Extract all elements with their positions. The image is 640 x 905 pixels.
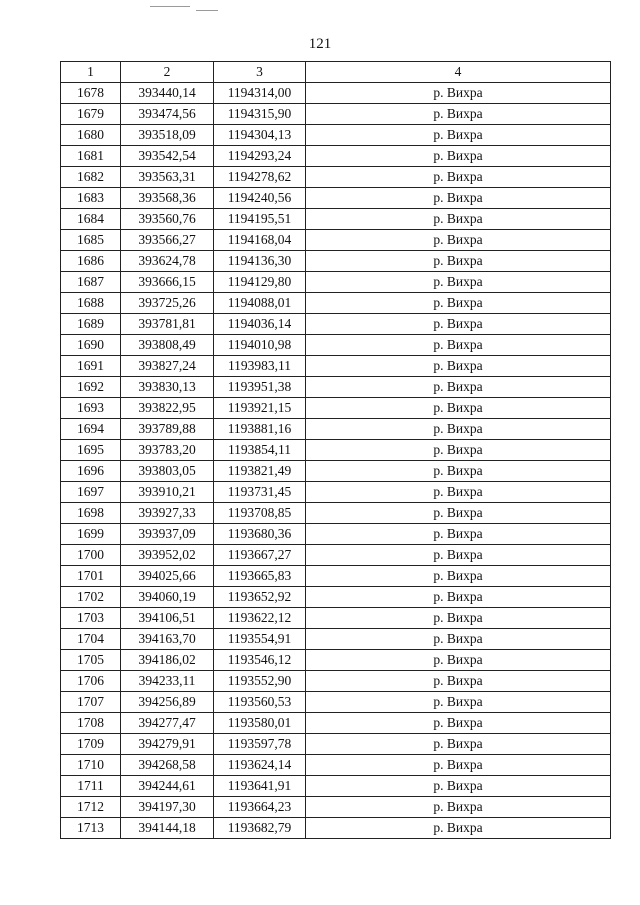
x-coordinate-cell: 394106,51 xyxy=(121,608,214,629)
point-number-cell: 1699 xyxy=(61,524,121,545)
description-cell: р. Вихра xyxy=(306,230,611,251)
point-number-cell: 1712 xyxy=(61,797,121,818)
point-number-cell: 1684 xyxy=(61,209,121,230)
x-coordinate-cell: 394277,47 xyxy=(121,713,214,734)
point-number-cell: 1694 xyxy=(61,419,121,440)
point-number-cell: 1708 xyxy=(61,713,121,734)
header-col-4: 4 xyxy=(306,62,611,83)
table-row xyxy=(61,503,611,524)
scan-artifact xyxy=(150,6,190,7)
y-coordinate-cell: 1194240,56 xyxy=(214,188,306,209)
x-coordinate-cell: 394060,19 xyxy=(121,587,214,608)
x-coordinate-cell: 393568,36 xyxy=(121,188,214,209)
x-coordinate-cell: 394025,66 xyxy=(121,566,214,587)
description-cell: р. Вихра xyxy=(306,566,611,587)
y-coordinate-cell: 1193921,15 xyxy=(214,398,306,419)
description-cell: р. Вихра xyxy=(306,125,611,146)
point-number-cell: 1711 xyxy=(61,776,121,797)
table-row xyxy=(61,734,611,755)
point-number-cell: 1713 xyxy=(61,818,121,839)
point-number-cell: 1688 xyxy=(61,293,121,314)
x-coordinate-cell: 393781,81 xyxy=(121,314,214,335)
point-number-cell: 1693 xyxy=(61,398,121,419)
description-cell: р. Вихра xyxy=(306,251,611,272)
y-coordinate-cell: 1194010,98 xyxy=(214,335,306,356)
y-coordinate-cell: 1193951,38 xyxy=(214,377,306,398)
description-cell: р. Вихра xyxy=(306,272,611,293)
table-row xyxy=(61,692,611,713)
y-coordinate-cell: 1193664,23 xyxy=(214,797,306,818)
description-cell: р. Вихра xyxy=(306,545,611,566)
x-coordinate-cell: 393474,56 xyxy=(121,104,214,125)
y-coordinate-cell: 1194314,00 xyxy=(214,83,306,104)
description-cell: р. Вихра xyxy=(306,188,611,209)
y-coordinate-cell: 1194278,62 xyxy=(214,167,306,188)
point-number-cell: 1702 xyxy=(61,587,121,608)
description-cell: р. Вихра xyxy=(306,713,611,734)
description-cell: р. Вихра xyxy=(306,356,611,377)
x-coordinate-cell: 393666,15 xyxy=(121,272,214,293)
point-number-cell: 1679 xyxy=(61,104,121,125)
table-row xyxy=(61,713,611,734)
x-coordinate-cell: 393910,21 xyxy=(121,482,214,503)
table-row xyxy=(61,251,611,272)
point-number-cell: 1710 xyxy=(61,755,121,776)
y-coordinate-cell: 1193821,49 xyxy=(214,461,306,482)
y-coordinate-cell: 1193546,12 xyxy=(214,650,306,671)
x-coordinate-cell: 394244,61 xyxy=(121,776,214,797)
y-coordinate-cell: 1193580,01 xyxy=(214,713,306,734)
description-cell: р. Вихра xyxy=(306,692,611,713)
description-cell: р. Вихра xyxy=(306,776,611,797)
table-row xyxy=(61,83,611,104)
table-row xyxy=(61,461,611,482)
table-row xyxy=(61,209,611,230)
table-row xyxy=(61,818,611,839)
description-cell: р. Вихра xyxy=(306,314,611,335)
description-cell: р. Вихра xyxy=(306,83,611,104)
table-row xyxy=(61,335,611,356)
y-coordinate-cell: 1193552,90 xyxy=(214,671,306,692)
y-coordinate-cell: 1193881,16 xyxy=(214,419,306,440)
y-coordinate-cell: 1193641,91 xyxy=(214,776,306,797)
y-coordinate-cell: 1194036,14 xyxy=(214,314,306,335)
y-coordinate-cell: 1194136,30 xyxy=(214,251,306,272)
header-col-3: 3 xyxy=(214,62,306,83)
point-number-cell: 1700 xyxy=(61,545,121,566)
point-number-cell: 1686 xyxy=(61,251,121,272)
y-coordinate-cell: 1193622,12 xyxy=(214,608,306,629)
point-number-cell: 1705 xyxy=(61,650,121,671)
description-cell: р. Вихра xyxy=(306,734,611,755)
description-cell: р. Вихра xyxy=(306,650,611,671)
x-coordinate-cell: 393725,26 xyxy=(121,293,214,314)
x-coordinate-cell: 394256,89 xyxy=(121,692,214,713)
y-coordinate-cell: 1193682,79 xyxy=(214,818,306,839)
description-cell: р. Вихра xyxy=(306,419,611,440)
y-coordinate-cell: 1194315,90 xyxy=(214,104,306,125)
x-coordinate-cell: 394163,70 xyxy=(121,629,214,650)
header-row xyxy=(61,62,611,83)
table-row xyxy=(61,776,611,797)
point-number-cell: 1683 xyxy=(61,188,121,209)
y-coordinate-cell: 1193731,45 xyxy=(214,482,306,503)
point-number-cell: 1687 xyxy=(61,272,121,293)
point-number-cell: 1689 xyxy=(61,314,121,335)
y-coordinate-cell: 1194088,01 xyxy=(214,293,306,314)
y-coordinate-cell: 1193597,78 xyxy=(214,734,306,755)
description-cell: р. Вихра xyxy=(306,587,611,608)
table-row xyxy=(61,587,611,608)
x-coordinate-cell: 394186,02 xyxy=(121,650,214,671)
header-col-2: 2 xyxy=(121,62,214,83)
table-header xyxy=(61,62,611,83)
description-cell: р. Вихра xyxy=(306,755,611,776)
description-cell: р. Вихра xyxy=(306,398,611,419)
point-number-cell: 1680 xyxy=(61,125,121,146)
x-coordinate-cell: 393783,20 xyxy=(121,440,214,461)
description-cell: р. Вихра xyxy=(306,524,611,545)
table-row xyxy=(61,440,611,461)
table-row xyxy=(61,524,611,545)
description-cell: р. Вихра xyxy=(306,146,611,167)
y-coordinate-cell: 1193854,11 xyxy=(214,440,306,461)
description-cell: р. Вихра xyxy=(306,209,611,230)
y-coordinate-cell: 1193652,92 xyxy=(214,587,306,608)
description-cell: р. Вихра xyxy=(306,440,611,461)
y-coordinate-cell: 1193667,27 xyxy=(214,545,306,566)
table-row xyxy=(61,293,611,314)
table-body xyxy=(61,83,611,839)
point-number-cell: 1704 xyxy=(61,629,121,650)
table-row xyxy=(61,314,611,335)
y-coordinate-cell: 1193560,53 xyxy=(214,692,306,713)
description-cell: р. Вихра xyxy=(306,335,611,356)
table-row xyxy=(61,755,611,776)
y-coordinate-cell: 1194304,13 xyxy=(214,125,306,146)
y-coordinate-cell: 1194293,24 xyxy=(214,146,306,167)
x-coordinate-cell: 393952,02 xyxy=(121,545,214,566)
x-coordinate-cell: 393937,09 xyxy=(121,524,214,545)
y-coordinate-cell: 1193983,11 xyxy=(214,356,306,377)
table-row xyxy=(61,167,611,188)
x-coordinate-cell: 394144,18 xyxy=(121,818,214,839)
x-coordinate-cell: 393830,13 xyxy=(121,377,214,398)
y-coordinate-cell: 1193708,85 xyxy=(214,503,306,524)
description-cell: р. Вихра xyxy=(306,818,611,839)
x-coordinate-cell: 393440,14 xyxy=(121,83,214,104)
point-number-cell: 1698 xyxy=(61,503,121,524)
x-coordinate-cell: 394233,11 xyxy=(121,671,214,692)
table-row xyxy=(61,608,611,629)
description-cell: р. Вихра xyxy=(306,797,611,818)
x-coordinate-cell: 393827,24 xyxy=(121,356,214,377)
point-number-cell: 1709 xyxy=(61,734,121,755)
table-row xyxy=(61,272,611,293)
description-cell: р. Вихра xyxy=(306,293,611,314)
point-number-cell: 1690 xyxy=(61,335,121,356)
y-coordinate-cell: 1193624,14 xyxy=(214,755,306,776)
y-coordinate-cell: 1194195,51 xyxy=(214,209,306,230)
x-coordinate-cell: 393808,49 xyxy=(121,335,214,356)
table-row xyxy=(61,188,611,209)
table-row xyxy=(61,545,611,566)
x-coordinate-cell: 393624,78 xyxy=(121,251,214,272)
table-row xyxy=(61,125,611,146)
table-row xyxy=(61,104,611,125)
coordinates-table xyxy=(60,61,611,839)
table-row xyxy=(61,419,611,440)
x-coordinate-cell: 393822,95 xyxy=(121,398,214,419)
table-row xyxy=(61,377,611,398)
x-coordinate-cell: 393563,31 xyxy=(121,167,214,188)
description-cell: р. Вихра xyxy=(306,671,611,692)
description-cell: р. Вихра xyxy=(306,482,611,503)
page-number: 121 xyxy=(308,36,332,52)
point-number-cell: 1696 xyxy=(61,461,121,482)
point-number-cell: 1678 xyxy=(61,83,121,104)
table-row xyxy=(61,398,611,419)
y-coordinate-cell: 1194129,80 xyxy=(214,272,306,293)
table-row xyxy=(61,629,611,650)
table-row xyxy=(61,482,611,503)
point-number-cell: 1697 xyxy=(61,482,121,503)
point-number-cell: 1681 xyxy=(61,146,121,167)
table-row xyxy=(61,671,611,692)
table-row xyxy=(61,797,611,818)
y-coordinate-cell: 1193665,83 xyxy=(214,566,306,587)
x-coordinate-cell: 394268,58 xyxy=(121,755,214,776)
description-cell: р. Вихра xyxy=(306,503,611,524)
header-col-1: 1 xyxy=(61,62,121,83)
x-coordinate-cell: 394279,91 xyxy=(121,734,214,755)
description-cell: р. Вихра xyxy=(306,377,611,398)
point-number-cell: 1701 xyxy=(61,566,121,587)
description-cell: р. Вихра xyxy=(306,104,611,125)
description-cell: р. Вихра xyxy=(306,461,611,482)
x-coordinate-cell: 393566,27 xyxy=(121,230,214,251)
x-coordinate-cell: 393542,54 xyxy=(121,146,214,167)
table-row xyxy=(61,566,611,587)
description-cell: р. Вихра xyxy=(306,608,611,629)
table-row xyxy=(61,356,611,377)
table-row xyxy=(61,650,611,671)
point-number-cell: 1707 xyxy=(61,692,121,713)
point-number-cell: 1682 xyxy=(61,167,121,188)
point-number-cell: 1695 xyxy=(61,440,121,461)
point-number-cell: 1691 xyxy=(61,356,121,377)
table-row xyxy=(61,146,611,167)
point-number-cell: 1685 xyxy=(61,230,121,251)
y-coordinate-cell: 1193554,91 xyxy=(214,629,306,650)
table-row xyxy=(61,230,611,251)
x-coordinate-cell: 394197,30 xyxy=(121,797,214,818)
y-coordinate-cell: 1194168,04 xyxy=(214,230,306,251)
scan-artifact xyxy=(196,10,218,11)
x-coordinate-cell: 393803,05 xyxy=(121,461,214,482)
x-coordinate-cell: 393789,88 xyxy=(121,419,214,440)
x-coordinate-cell: 393518,09 xyxy=(121,125,214,146)
point-number-cell: 1703 xyxy=(61,608,121,629)
description-cell: р. Вихра xyxy=(306,167,611,188)
y-coordinate-cell: 1193680,36 xyxy=(214,524,306,545)
point-number-cell: 1706 xyxy=(61,671,121,692)
point-number-cell: 1692 xyxy=(61,377,121,398)
x-coordinate-cell: 393560,76 xyxy=(121,209,214,230)
description-cell: р. Вихра xyxy=(306,629,611,650)
x-coordinate-cell: 393927,33 xyxy=(121,503,214,524)
